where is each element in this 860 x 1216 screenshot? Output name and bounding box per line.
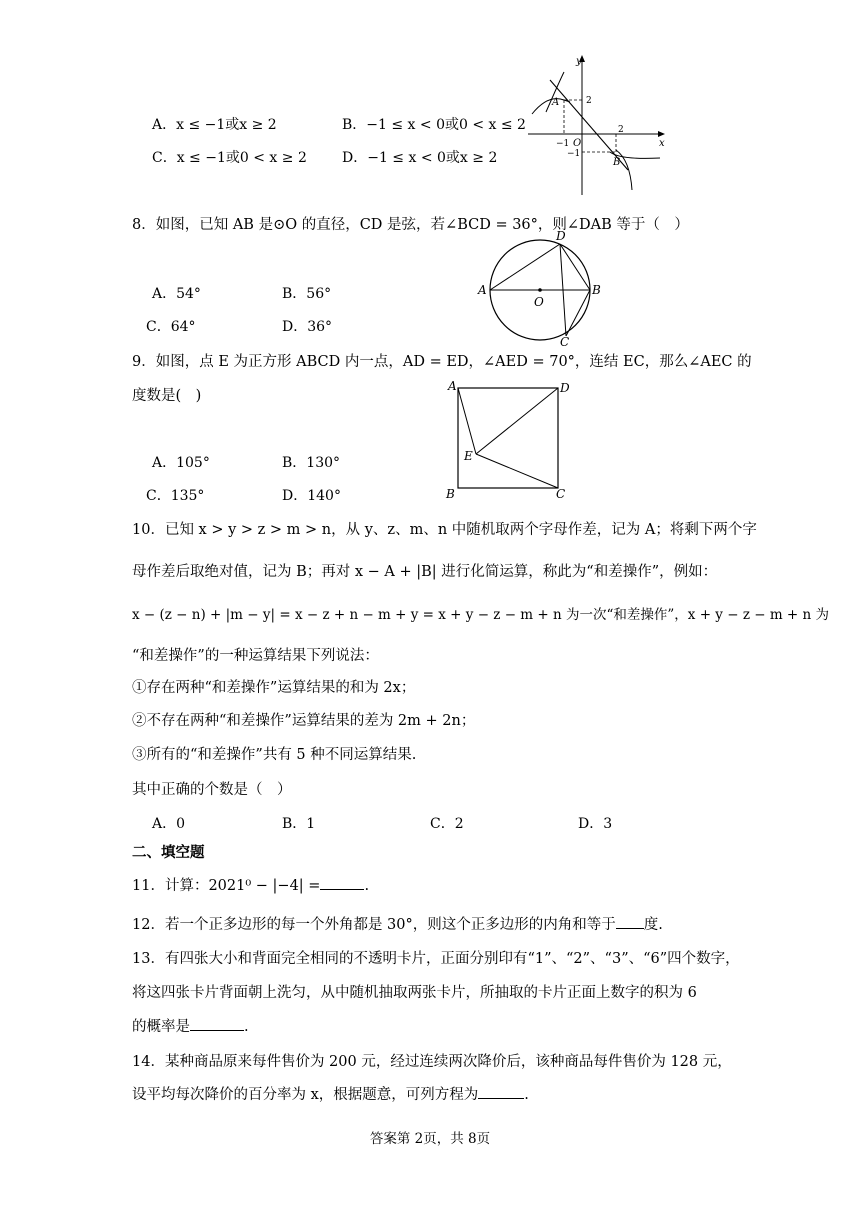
q7-label-x: x bbox=[659, 138, 665, 149]
q9-label-c: C bbox=[556, 487, 566, 500]
q10-option-a: A．0 bbox=[152, 816, 186, 832]
q14-prefix: 设平均每次降价的百分率为 x，根据题意，可列方程为 bbox=[132, 1087, 479, 1103]
q9-label-b: B bbox=[446, 487, 455, 500]
q12-answer-blank bbox=[616, 914, 644, 929]
q10-statement-3: ③所有的“和差操作”共有 5 种不同运算结果. bbox=[132, 747, 417, 763]
q9-option-d: D．140° bbox=[282, 488, 341, 504]
q10-question: 其中正确的个数是（ ） bbox=[132, 782, 292, 798]
q14-suffix: . bbox=[524, 1087, 529, 1103]
q8-option-b: B．56° bbox=[282, 286, 332, 302]
q8-label-o: O bbox=[534, 295, 544, 309]
q11-answer-blank bbox=[320, 875, 364, 890]
q8-label-c: C bbox=[560, 335, 570, 348]
q10-line-4: “和差操作”的一种运算结果下列说法： bbox=[132, 648, 379, 664]
q7-label-y: y bbox=[576, 56, 582, 67]
q10-line-3: x − (z − n) + |m − y| = x − z + n − m + y = x + y − z − m + n 为一次“和差操作”，x + y − z − m + n 为 bbox=[132, 607, 830, 623]
q10-option-d: D．3 bbox=[578, 816, 613, 832]
q8-label-b: B bbox=[592, 283, 601, 297]
q13-line-1: 13．有四张大小和背面完全相同的不透明卡片，正面分别印有“1”、“2”、“3”、“6”四个数字， bbox=[132, 951, 740, 967]
q9-square-figure bbox=[440, 376, 580, 500]
q13-line-3 bbox=[132, 1015, 249, 1036]
q8-option-a: A．54° bbox=[152, 286, 201, 302]
q7-label-neg1-y: −1 bbox=[567, 149, 581, 159]
q9-line-1: 9．如图，点 E 为正方形 ABCD 内一点，AD = ED，∠AED = 70°，连结 EC，那么∠AEC 的 bbox=[132, 354, 752, 370]
q7-option-b: B．−1 ≤ x < 0或0 < x ≤ 2 bbox=[342, 117, 526, 133]
q11-prefix: 11．计算：2021⁰ − |−4| = bbox=[132, 878, 321, 894]
q10-statement-1: ①存在两种“和差操作”运算结果的和为 2x； bbox=[132, 680, 416, 696]
q7-label-a: A bbox=[552, 97, 560, 108]
q7-label-neg1-x: −1 bbox=[556, 139, 570, 149]
q11-suffix: . bbox=[364, 878, 370, 894]
q9-label-e: E bbox=[464, 449, 473, 463]
q13-line-2: 将这四张卡片背面朝上洗匀，从中随机抽取两张卡片，所抽取的卡片正面上数字的积为 6 bbox=[132, 985, 697, 1001]
q7-option-a: A．x ≤ −1或x ≥ 2 bbox=[152, 117, 277, 133]
q14-answer-blank bbox=[478, 1084, 524, 1099]
q14-line-1: 14．某种商品原来每件售价为 200 元，经过连续两次降价后，该种商品每件售价为 128 元， bbox=[132, 1054, 732, 1070]
q8-option-d: D．36° bbox=[282, 319, 333, 335]
q9-option-c: C．135° bbox=[146, 488, 205, 504]
q14-line-2 bbox=[132, 1083, 529, 1104]
q8-label-a: A bbox=[478, 283, 487, 297]
q7-label-o: O bbox=[573, 138, 582, 149]
section-title: 二、填空题 bbox=[132, 844, 205, 861]
q13-answer-blank bbox=[190, 1016, 244, 1031]
q7-label-two-y: 2 bbox=[586, 96, 592, 106]
q7-option-d: D．−1 ≤ x < 0或x ≥ 2 bbox=[342, 150, 498, 166]
q7-label-b: B bbox=[613, 157, 621, 168]
q13-prefix: 的概率是 bbox=[132, 1019, 190, 1035]
q10-line-2: 母作差后取绝对值，记为 B；再对 x − A + |B| 进行化简运算，称此为“和差操作”，例如： bbox=[132, 564, 718, 580]
q8-text: 8．如图，已知 AB 是⊙O 的直径，CD 是弦，若∠BCD = 36°，则∠DAB 等于（ ） bbox=[132, 217, 689, 233]
q8-circle-figure bbox=[474, 228, 614, 348]
q10-line-1: 10．已知 x > y > z > m > n，从 y、z、m、n 中随机取两个字母作差，记为 A；将剩下两个字 bbox=[132, 522, 757, 538]
q9-label-d: D bbox=[560, 381, 570, 395]
q12-suffix: 度. bbox=[643, 917, 663, 933]
q9-option-a: A．105° bbox=[152, 455, 210, 471]
q9-option-b: B．130° bbox=[282, 455, 341, 471]
page-footer: 答案第 2页，共 8页 bbox=[369, 1131, 491, 1147]
q7-function-graph bbox=[520, 50, 670, 200]
q13-suffix: . bbox=[244, 1019, 249, 1035]
q10-option-c: C．2 bbox=[430, 816, 464, 832]
q8-label-d: D bbox=[556, 229, 566, 243]
q10-statement-2: ②不存在两种“和差操作”运算结果的差为 2m + 2n； bbox=[132, 713, 476, 729]
q7-label-two-x: 2 bbox=[618, 125, 624, 135]
q12 bbox=[132, 913, 663, 934]
q7-option-c: C．x ≤ −1或0 < x ≥ 2 bbox=[152, 150, 307, 166]
q10-option-b: B．1 bbox=[282, 816, 316, 832]
q12-prefix: 12．若一个正多边形的每一个外角都是 30°，则这个正多边形的内角和等于 bbox=[132, 917, 616, 933]
q9-line-2: 度数是( ) bbox=[132, 388, 202, 404]
q8-option-c: C．64° bbox=[146, 319, 196, 335]
q9-label-a: A bbox=[448, 379, 457, 393]
q11 bbox=[132, 874, 369, 895]
